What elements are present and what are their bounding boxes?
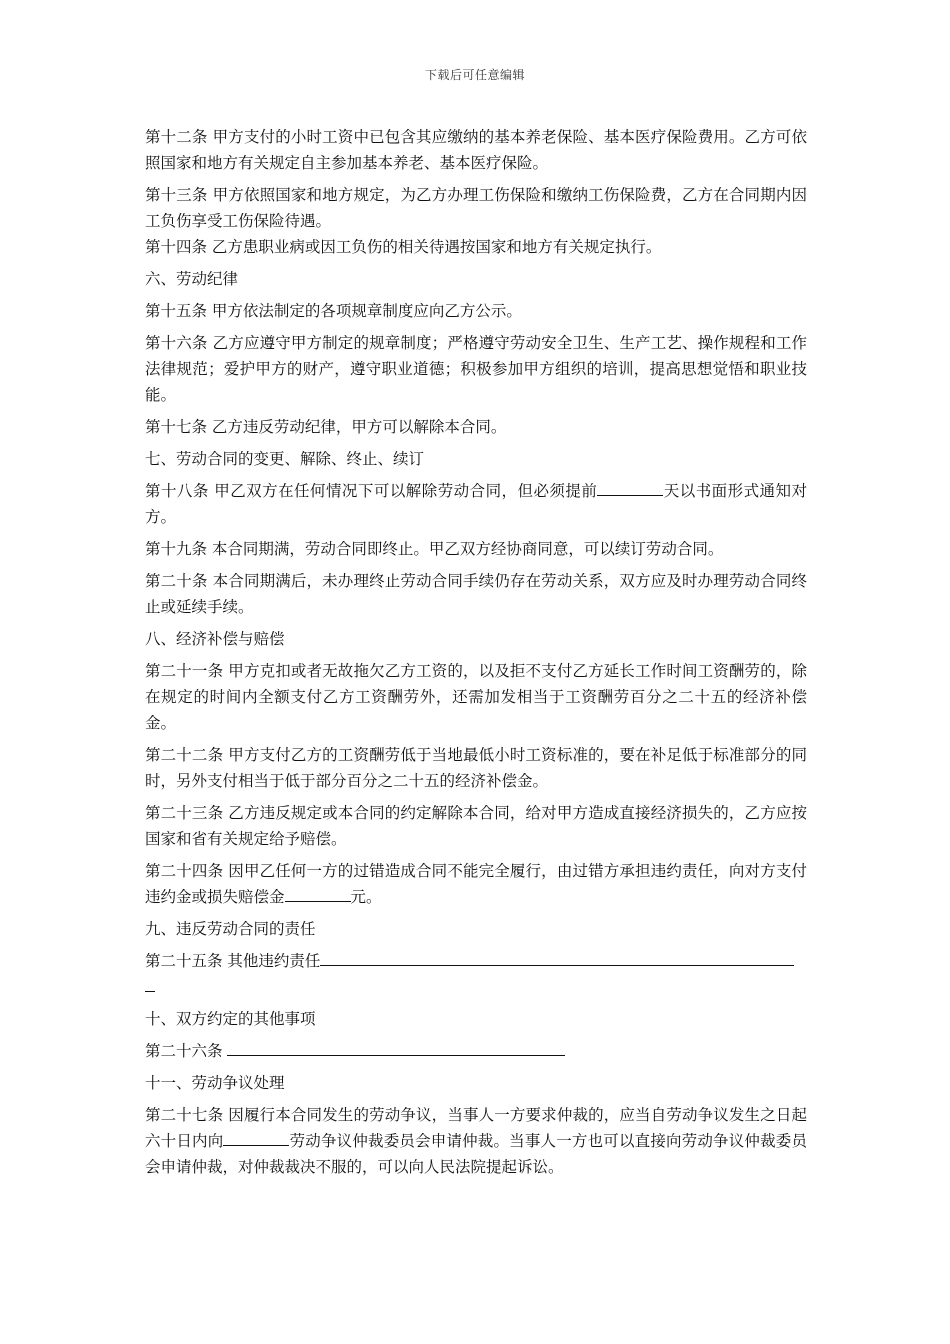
clause-24 [145,858,807,910]
clause-27 [145,1102,807,1180]
clause-26-text: 第二十六条 [145,1042,228,1060]
clause-14: 第十四条 乙方患职业病或因工负伤的相关待遇按国家和地方有关规定执行。 [145,238,662,256]
clause-13: 第十三条 甲方依照国家和地方规定，为乙方办理工伤保险和缴纳工伤保险费，乙方在合同期内因工负伤享受工伤保险待遇。 [145,186,807,230]
other-liability-blank[interactable] [320,949,794,966]
clause-18 [145,478,807,530]
clause-16: 第十六条 乙方应遵守甲方制定的规章制度；严格遵守劳动安全卫生、生产工艺、操作规程和工作法律规范；爱护甲方的财产，遵守职业道德；积极参加甲方组织的培训，提高思想觉悟和职业技能。 [145,334,807,404]
document-body [145,124,807,1186]
section-heading-11: 十一、劳动争议处理 [145,1074,285,1092]
clause-18-text-b: 天以书面形式通知对方。 [145,482,807,526]
section-heading-10: 十、双方约定的其他事项 [145,1010,316,1028]
clause-18-text-a: 第十八条 甲乙双方在任何情况下可以解除劳动合同，但必须提前 [145,482,598,500]
clause-24-text-a: 第二十四条 因甲乙任何一方的过错造成合同不能完全履行，由过错方承担违约责任，向对方支付违约金或损失赔偿金 [145,862,807,906]
page-header: 下载后可任意编辑 [424,68,525,82]
notice-days-blank[interactable] [597,479,663,496]
clause-17: 第十七条 乙方违反劳动纪律，甲方可以解除本合同。 [145,418,507,436]
clause-23: 第二十三条 乙方违反规定或本合同的约定解除本合同，给对甲方造成直接经济损失的，乙方应按国家和省有关规定给予赔偿。 [145,804,807,848]
section-heading-8: 八、经济补偿与赔偿 [145,630,285,648]
compensation-amount-blank[interactable] [285,885,351,902]
clause-21: 第二十一条 甲方克扣或者无故拖欠乙方工资的，以及拒不支付乙方延长工作时间工资酬劳的，除在规定的时间内全额支付乙方工资酬劳外，还需加发相当于工资酬劳百分之二十五的经济补偿金。 [145,662,807,732]
clause-22: 第二十二条 甲方支付乙方的工资酬劳低于当地最低小时工资标准的，要在补足低于标准部分的同时，另外支付相当于低于部分百分之二十五的经济补偿金。 [145,746,807,790]
arbitration-committee-blank[interactable] [223,1129,289,1146]
clause-20: 第二十条 本合同期满后，未办理终止劳动合同手续仍存在劳动关系，双方应及时办理劳动合同终止或延续手续。 [145,572,807,616]
section-heading-6: 六、劳动纪律 [145,270,239,288]
other-liability-blank-continued[interactable] [145,975,155,992]
clause-25-text: 第二十五条 其他违约责任 [145,952,321,970]
clause-12: 第十二条 甲方支付的小时工资中已包含其应缴纳的基本养老保险、基本医疗保险费用。乙方可依照国家和地方有关规定自主参加基本养老、基本医疗保险。 [145,128,807,172]
clause-15: 第十五条 甲方依法制定的各项规章制度应向乙方公示。 [145,302,522,320]
clause-27-text-b: 劳动争议仲裁委员会申请仲裁。当事人一方也可以直接向劳动争议仲裁委员会申请仲裁，对仲裁裁决不服的，可以向人民法院提起诉讼。 [145,1132,807,1176]
clause-25 [145,948,807,1000]
section-heading-7: 七、劳动合同的变更、解除、终止、续订 [145,450,425,468]
clause-19: 第十九条 本合同期满，劳动合同即终止。甲乙双方经协商同意，可以续订劳动合同。 [145,540,724,558]
clause-26 [145,1038,807,1064]
section-heading-9: 九、违反劳动合同的责任 [145,920,316,938]
clause-27-text-a: 第二十七条 因履行本合同发生的劳动争议，当事人一方要求仲裁的，应当自劳动争议发生之日起六十日内向 [145,1106,807,1150]
clause-24-text-b: 元。 [350,888,382,906]
other-matters-blank[interactable] [227,1039,565,1056]
